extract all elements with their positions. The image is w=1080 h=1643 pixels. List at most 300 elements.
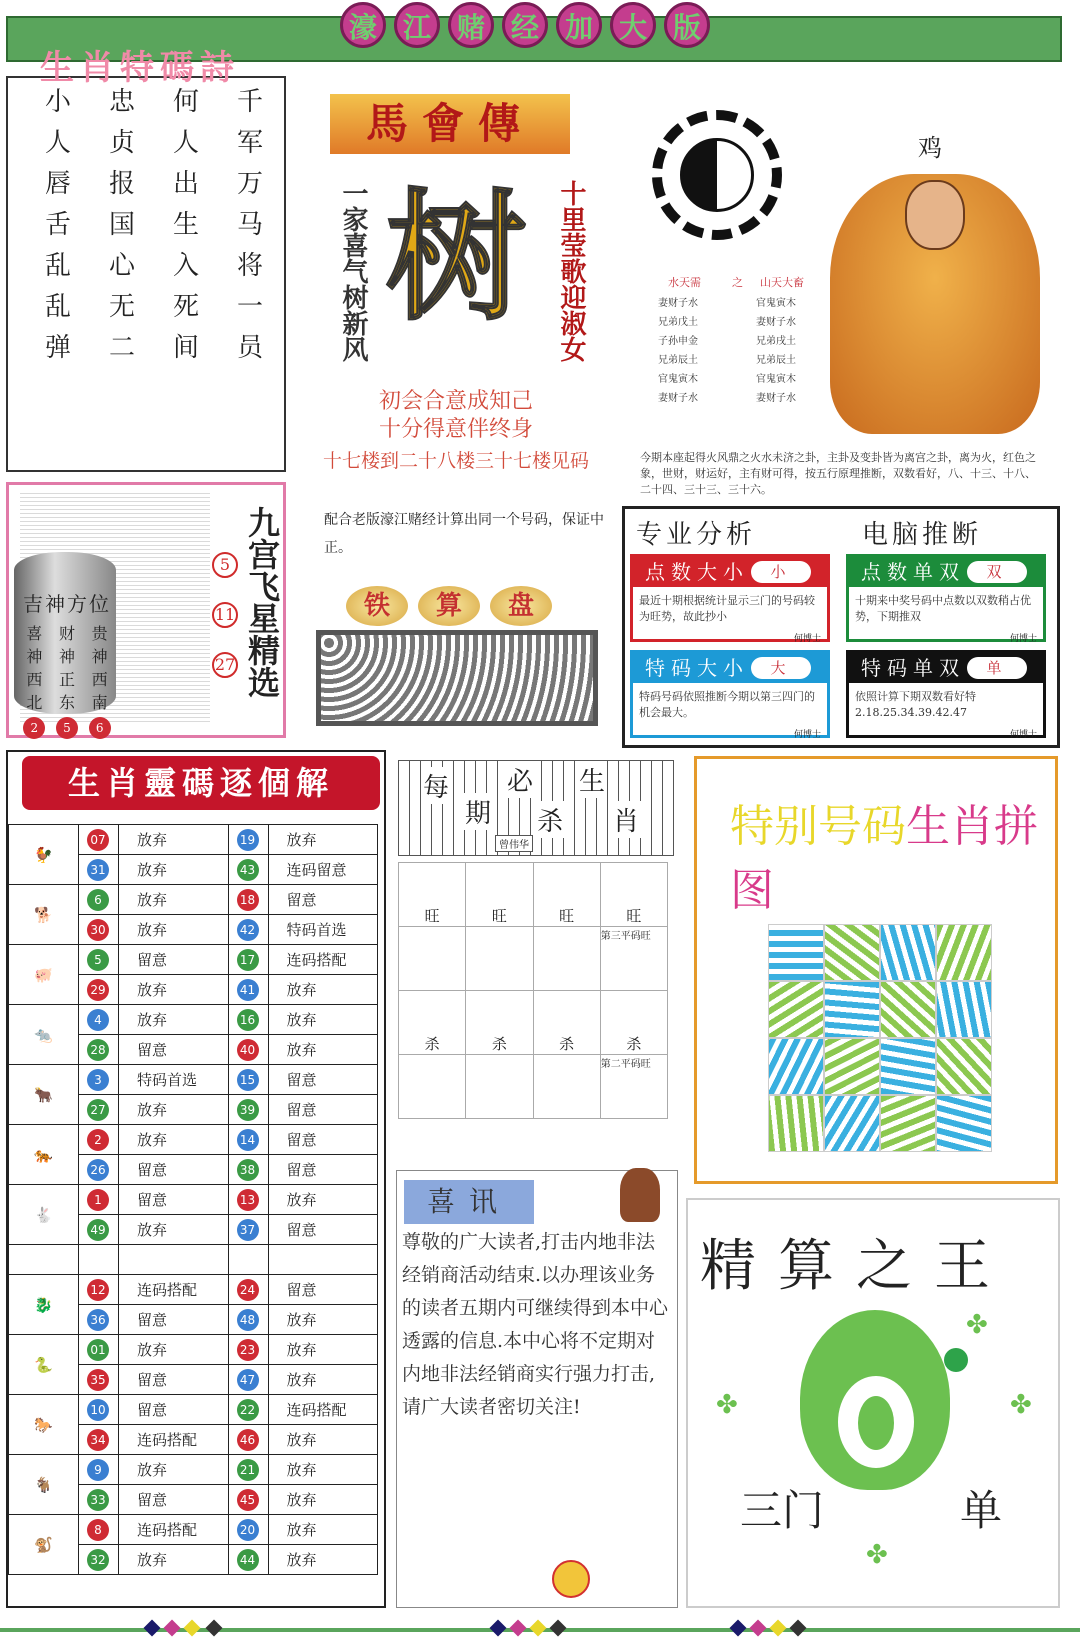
puzzle-tile <box>936 981 992 1038</box>
cylinder-column <box>92 621 108 713</box>
tiger-icon: 🐅 <box>9 1125 79 1185</box>
advice-cell: 放弃 <box>268 1515 378 1545</box>
footer-diamond <box>206 1620 223 1637</box>
abacus-label: 铁 <box>346 586 408 626</box>
snake-icon: 🐍 <box>9 1335 79 1395</box>
table-row <box>9 945 378 975</box>
footer-diamond <box>750 1620 767 1637</box>
advice-cell: 留意 <box>268 1125 378 1155</box>
monkey-icon: 🐒 <box>9 1515 79 1575</box>
poem-char: 万 <box>236 169 263 199</box>
analysis-card <box>846 650 1046 738</box>
cylinder-number: 6 <box>89 717 111 739</box>
poem-char: 小 <box>44 87 71 117</box>
advice-cell: 连码搭配 <box>268 1395 378 1425</box>
number-ball: 21 <box>237 1459 259 1481</box>
table-row <box>9 1065 378 1095</box>
analysis-heading-right: 电脑推断 <box>862 520 983 550</box>
wang-cell: 旺 <box>533 863 600 927</box>
advice-cell: 放弃 <box>268 1455 378 1485</box>
number-ball-cell <box>228 945 268 975</box>
king-title: 精算之王 <box>700 1234 1012 1299</box>
number-ball: 45 <box>237 1489 259 1511</box>
poem-char: 乱 <box>44 251 71 281</box>
advice-cell: 留意 <box>268 1155 378 1185</box>
cylinder-char: 神 <box>58 647 75 666</box>
number-ball-cell <box>79 1215 119 1245</box>
advice-cell: 放弃 <box>268 1485 378 1515</box>
table-row <box>9 825 378 855</box>
card-title: 点数单双 双 <box>849 557 1043 587</box>
goat-icon: 🐐 <box>9 1455 79 1515</box>
number-ball: 35 <box>87 1369 109 1391</box>
number-ball: 46 <box>237 1429 259 1451</box>
number-ball-cell <box>228 1515 268 1545</box>
number-ball: 9 <box>87 1459 109 1481</box>
clover-icon: ✤ <box>716 1390 738 1420</box>
wq-char: 杀 <box>535 801 565 838</box>
number-ball: 48 <box>237 1309 259 1331</box>
advice-cell: 留意 <box>119 1185 229 1215</box>
card-sign: 何博士 <box>793 634 821 644</box>
table-row <box>9 1515 378 1545</box>
wq-char: 肖 <box>611 801 641 838</box>
advice-cell: 留意 <box>268 1215 378 1245</box>
number-ball: 17 <box>237 949 259 971</box>
abacus-intro: 配合老版濠江赌经计算出同一个号码，保证中正。 <box>324 512 604 556</box>
number-ball: 23 <box>237 1339 259 1361</box>
cylinder-title: 吉神方位 <box>23 592 111 616</box>
advice-cell: 放弃 <box>119 1215 229 1245</box>
puzzle-tile <box>936 924 992 981</box>
advice-cell: 放弃 <box>268 1185 378 1215</box>
poem-line-3: 十七楼到二十八楼三十七楼见码 <box>322 450 589 472</box>
number-ball: 19 <box>237 829 259 851</box>
advice-cell: 放弃 <box>119 915 229 945</box>
advice-cell: 留意 <box>268 1275 378 1305</box>
poem-char: 贞 <box>108 128 135 158</box>
number-ball: 39 <box>237 1099 259 1121</box>
puzzle-tile <box>880 1038 936 1095</box>
cylinder-char: 贵 <box>91 624 108 643</box>
wang-cell: 旺 <box>466 863 533 927</box>
number-ball: 8 <box>87 1519 109 1541</box>
number-ball-cell <box>228 855 268 885</box>
puzzle-tile <box>768 1038 824 1095</box>
number-ball-cell <box>79 1425 119 1455</box>
puzzle-tile <box>768 924 824 981</box>
number-ball: 49 <box>87 1219 109 1241</box>
number-ball: 13 <box>237 1189 259 1211</box>
number-ball-cell <box>228 1185 268 1215</box>
cylinder-char: 南 <box>91 693 108 712</box>
rabbit-icon: 🐇 <box>9 1185 79 1245</box>
horse-head-icon <box>620 1168 660 1222</box>
puzzle-tile <box>936 1095 992 1152</box>
number-ball: 2 <box>87 1129 109 1151</box>
number-ball: 44 <box>237 1549 259 1571</box>
dragon-icon: 🐉 <box>9 1275 79 1335</box>
hex-right-lines <box>756 294 796 408</box>
zodiac-table <box>8 824 378 1575</box>
cylinder-text <box>18 588 116 739</box>
number-ball: 4 <box>87 1009 109 1031</box>
footer-diamond <box>530 1620 547 1637</box>
wq-note: 第三平码旺 <box>600 927 667 991</box>
analysis-card <box>630 650 830 738</box>
hex-line: 官鬼寅木 <box>756 298 796 309</box>
bagua-note: 今期本座起得火风鼎之火水未济之卦，主卦及变卦皆为离宫之卦，离为火，红色之象，世财，财运好，主有财可得，按五行原理推断，双数看好，八、十三、十八、二十四、三十三、三十六。 <box>640 451 1036 496</box>
wq-note: 第二平码旺 <box>600 1055 667 1119</box>
number-ball: 42 <box>237 919 259 941</box>
title-char: 江 <box>394 2 440 48</box>
advice-cell: 连码搭配 <box>268 945 378 975</box>
number-ball-cell <box>228 1545 268 1575</box>
advice-cell: 放弃 <box>268 1335 378 1365</box>
poem-line-1: 初会合意成知己 <box>378 389 533 414</box>
number-ball-cell <box>228 1365 268 1395</box>
poem-char: 二 <box>108 333 135 363</box>
advice-cell: 放弃 <box>119 1005 229 1035</box>
table-row <box>9 1335 378 1365</box>
hex-line: 妻财子水 <box>658 393 698 404</box>
advice-cell: 连码搭配 <box>119 1515 229 1545</box>
zodiac-title: 生肖靈碼逐個解 <box>22 756 380 810</box>
cylinder-char: 北 <box>26 693 43 712</box>
advice-cell: 放弃 <box>119 825 229 855</box>
number-ball-cell <box>228 1215 268 1245</box>
table-row <box>9 1005 378 1035</box>
number-ball: 16 <box>237 1009 259 1031</box>
advice-cell: 放弃 <box>268 975 378 1005</box>
title-char: 版 <box>664 2 710 48</box>
card-text: 特码号码依照推断今期以第三四门的机会最大。 <box>639 690 815 719</box>
hex-left-lines <box>658 294 698 408</box>
hex-line: 妻财子水 <box>756 393 796 404</box>
poem-char: 舌 <box>44 210 71 240</box>
card-text: 十期来中奖号码中点数以双数稍占优势，下期推双 <box>855 594 1031 623</box>
number-ball: 12 <box>87 1279 109 1301</box>
number-ball: 36 <box>87 1309 109 1331</box>
poem-char: 人 <box>172 128 199 158</box>
card-title: 特码大小 大 <box>633 653 827 683</box>
cylinder-number: 2 <box>23 717 45 739</box>
number-ball: 5 <box>87 949 109 971</box>
wang-cell: 旺 <box>600 863 667 927</box>
puzzle-tile <box>880 924 936 981</box>
card-pill: 双 <box>967 561 1027 583</box>
poem-grid <box>30 86 278 365</box>
big-character: 树 <box>386 176 527 340</box>
card-pill: 小 <box>751 561 811 583</box>
poem-char: 员 <box>236 333 263 363</box>
table-row <box>9 885 378 915</box>
number-ball-cell <box>79 1335 119 1365</box>
number-ball: 1 <box>87 1189 109 1211</box>
card-title: 点数大小 小 <box>633 557 827 587</box>
poem-char: 死 <box>172 292 199 322</box>
sage-face <box>905 180 965 250</box>
card-sign: 何博士 <box>1009 730 1037 740</box>
sha-cell: 杀 <box>466 991 533 1055</box>
wang-cell: 旺 <box>399 863 466 927</box>
card-pill: 单 <box>967 657 1027 679</box>
number-ball-cell <box>79 1515 119 1545</box>
wq-char: 生 <box>577 761 607 798</box>
advice-cell: 放弃 <box>119 975 229 1005</box>
number-ball-cell <box>79 1395 119 1425</box>
king-sanmen: 三门 <box>740 1486 825 1535</box>
poem-char: 人 <box>44 128 71 158</box>
puzzle-tile <box>824 1095 880 1152</box>
sha-cell: 杀 <box>399 991 466 1055</box>
advice-cell: 放弃 <box>119 1125 229 1155</box>
table-row <box>9 1395 378 1425</box>
green-ball-icon <box>944 1348 968 1372</box>
number-ball-cell <box>79 1155 119 1185</box>
number-ball-cell <box>79 855 119 885</box>
hex-line: 兄弟辰土 <box>658 355 698 366</box>
nine-number: 11 <box>212 602 238 628</box>
poem-char: 忠 <box>108 87 135 117</box>
number-ball-cell <box>79 1455 119 1485</box>
number-ball-cell <box>228 1455 268 1485</box>
number-ball-cell <box>79 1125 119 1155</box>
advice-cell: 留意 <box>119 1305 229 1335</box>
number-ball: 29 <box>87 979 109 1001</box>
poem-char: 间 <box>172 333 199 363</box>
advice-cell: 放弃 <box>119 1455 229 1485</box>
advice-cell: 放弃 <box>268 1545 378 1575</box>
wq-char: 期 <box>463 793 493 830</box>
card-text: 最近十期根据统计显示三门的号码较为旺势，故此抄小 <box>639 594 815 623</box>
number-ball-cell <box>79 1065 119 1095</box>
number-ball: 30 <box>87 919 109 941</box>
advice-cell: 放弃 <box>268 1005 378 1035</box>
number-ball: 43 <box>237 859 259 881</box>
number-ball: 33 <box>87 1489 109 1511</box>
sha-cell: 杀 <box>600 991 667 1055</box>
number-ball: 10 <box>87 1399 109 1421</box>
advice-cell: 放弃 <box>119 1335 229 1365</box>
poem-char: 乱 <box>44 292 71 322</box>
puzzle-title: 特别号码生肖拼图 <box>730 801 1038 916</box>
analysis-card <box>630 554 830 642</box>
number-ball: 14 <box>237 1129 259 1151</box>
advice-cell: 留意 <box>119 1365 229 1395</box>
advice-cell: 放弃 <box>268 825 378 855</box>
number-ball: 28 <box>87 1039 109 1061</box>
analysis-heading-left: 专业分析 <box>636 520 757 550</box>
number-ball-cell <box>79 1005 119 1035</box>
cylinder-char: 喜 <box>26 624 43 643</box>
number-ball-cell <box>79 975 119 1005</box>
poem-char: 千 <box>236 87 263 117</box>
clover-icon: ✤ <box>966 1310 988 1340</box>
card-text: 依照计算下期双数看好特2.18.25.34.39.42.47 <box>855 690 976 719</box>
number-ball-cell <box>79 885 119 915</box>
advice-cell: 放弃 <box>268 1035 378 1065</box>
title-char: 加 <box>556 2 602 48</box>
number-ball-cell <box>228 1095 268 1125</box>
number-ball-cell <box>228 1335 268 1365</box>
card-pill: 大 <box>751 657 811 679</box>
table-row <box>9 1185 378 1215</box>
kill-shengxiao-header <box>398 760 674 856</box>
poem-char: 马 <box>236 210 263 240</box>
pig-icon: 🐖 <box>9 945 79 1005</box>
poem-char: 生 <box>172 210 199 240</box>
hex-line: 妻财子水 <box>658 298 698 309</box>
number-ball: 32 <box>87 1549 109 1571</box>
abacus-image <box>316 630 598 726</box>
poem-title: 生肖特碼詩 <box>40 48 240 88</box>
abacus-label: 算 <box>418 586 480 626</box>
advice-cell: 放弃 <box>119 885 229 915</box>
card-sign: 何博士 <box>1009 634 1037 644</box>
advice-cell: 放弃 <box>119 855 229 885</box>
title-char: 经 <box>502 2 548 48</box>
advice-cell: 留意 <box>268 1095 378 1125</box>
poem-char: 唇 <box>44 169 71 199</box>
title-char: 赌 <box>448 2 494 48</box>
mahui-banner: 馬會傳 <box>330 94 570 154</box>
advice-cell: 留意 <box>268 1065 378 1095</box>
advice-cell: 留意 <box>119 945 229 975</box>
number-ball-cell <box>228 1065 268 1095</box>
table-row <box>9 1275 378 1305</box>
clover-icon: ✤ <box>866 1540 888 1570</box>
number-ball-cell <box>79 915 119 945</box>
hex-line: 兄弟戊土 <box>658 317 698 328</box>
table-row <box>9 1455 378 1485</box>
puzzle-tile <box>936 1038 992 1095</box>
poem-char: 报 <box>108 169 135 199</box>
left-couplet: 一家喜气树新风 <box>338 180 368 362</box>
number-ball: 47 <box>237 1369 259 1391</box>
poem-char: 出 <box>172 169 199 199</box>
horse-icon: 🐎 <box>9 1395 79 1455</box>
poem-char: 军 <box>236 128 263 158</box>
advice-cell: 放弃 <box>268 1425 378 1455</box>
number-ball-cell <box>228 1125 268 1155</box>
news-body: 尊敬的广大读者,打击内地非法经销商活动结束.以办理该业务的读者五期内可继续得到本中心透露的信息.本中心将不定期对内地非法经销商实行强力打击,请广大读者密切关注! <box>402 1231 669 1418</box>
seal-icon <box>552 1560 590 1598</box>
number-ball-cell <box>79 1185 119 1215</box>
number-ball: 6 <box>87 889 109 911</box>
poem-char: 一 <box>236 292 263 322</box>
number-ball-cell <box>228 885 268 915</box>
puzzle-tile <box>768 981 824 1038</box>
number-ball: 24 <box>237 1279 259 1301</box>
advice-cell: 留意 <box>268 885 378 915</box>
number-ball: 26 <box>87 1159 109 1181</box>
poem-char: 弹 <box>44 333 71 363</box>
number-ball: 22 <box>237 1399 259 1421</box>
number-ball: 20 <box>237 1519 259 1541</box>
advice-cell: 留意 <box>119 1485 229 1515</box>
footer-diamond <box>144 1620 161 1637</box>
wq-sign: 曾伟华 <box>495 835 533 852</box>
pear-core <box>858 1396 894 1450</box>
footer-diamond <box>550 1620 567 1637</box>
footer-diamond <box>510 1620 527 1637</box>
number-ball-cell <box>79 1545 119 1575</box>
right-couplet: 十里莹歌迎淑女 <box>556 180 586 362</box>
title-char: 濠 <box>340 2 386 48</box>
ox-icon: 🐂 <box>9 1065 79 1125</box>
cylinder-char: 西 <box>26 670 43 689</box>
number-ball-cell <box>228 1005 268 1035</box>
poem-char: 心 <box>108 251 135 281</box>
puzzle-tile <box>768 1095 824 1152</box>
cylinder-number: 5 <box>56 717 78 739</box>
number-ball: 18 <box>237 889 259 911</box>
footer-diamond <box>490 1620 507 1637</box>
footer-diamond <box>790 1620 807 1637</box>
poem-char: 入 <box>172 251 199 281</box>
advice-cell: 连码搭配 <box>119 1275 229 1305</box>
advice-cell: 放弃 <box>119 1545 229 1575</box>
number-ball: 37 <box>237 1219 259 1241</box>
card-title: 特码单双 单 <box>849 653 1043 683</box>
kill-shengxiao-table <box>398 862 668 1119</box>
hex-line: 子孙申金 <box>658 336 698 347</box>
number-ball: 40 <box>237 1039 259 1061</box>
number-ball-cell <box>228 1395 268 1425</box>
advice-cell: 放弃 <box>268 1305 378 1335</box>
advice-cell: 特码首选 <box>268 915 378 945</box>
cylinder-char: 财 <box>58 624 75 643</box>
advice-cell: 连码搭配 <box>119 1425 229 1455</box>
king-dan: 单 <box>960 1486 1003 1535</box>
number-ball-cell <box>228 1275 268 1305</box>
puzzle-tile <box>824 1038 880 1095</box>
nine-number: 5 <box>212 552 238 578</box>
wq-char: 每 <box>421 767 451 804</box>
number-ball-cell <box>79 1095 119 1125</box>
poem-char: 何 <box>172 87 199 117</box>
nine-number: 27 <box>212 652 238 678</box>
hex-mid: 之 <box>732 276 743 289</box>
poem-line-2: 十分得意伴终身 <box>378 417 533 442</box>
number-ball-cell <box>79 945 119 975</box>
puzzle-tile <box>880 1095 936 1152</box>
cylinder-char: 东 <box>58 693 75 712</box>
wq-char: 必 <box>505 761 535 798</box>
number-ball-cell <box>79 825 119 855</box>
number-ball: 38 <box>237 1159 259 1181</box>
sha-cell: 杀 <box>533 991 600 1055</box>
number-ball-cell <box>228 1155 268 1185</box>
number-ball-cell <box>79 1305 119 1335</box>
rooster-icon: 🐓 <box>9 825 79 885</box>
number-ball: 41 <box>237 979 259 1001</box>
number-ball-cell <box>79 1275 119 1305</box>
number-ball-cell <box>228 975 268 1005</box>
clover-icon: ✤ <box>1010 1390 1032 1420</box>
number-ball-cell <box>228 1485 268 1515</box>
advice-cell: 连码留意 <box>268 855 378 885</box>
poem-char: 国 <box>108 210 135 240</box>
rat-icon: 🐀 <box>9 1005 79 1065</box>
abacus-label: 盘 <box>490 586 552 626</box>
advice-cell: 特码首选 <box>119 1065 229 1095</box>
number-ball-cell <box>79 1485 119 1515</box>
cylinder-column <box>59 621 75 713</box>
hex-line: 兄弟辰土 <box>756 355 796 366</box>
footer-diamond <box>164 1620 181 1637</box>
